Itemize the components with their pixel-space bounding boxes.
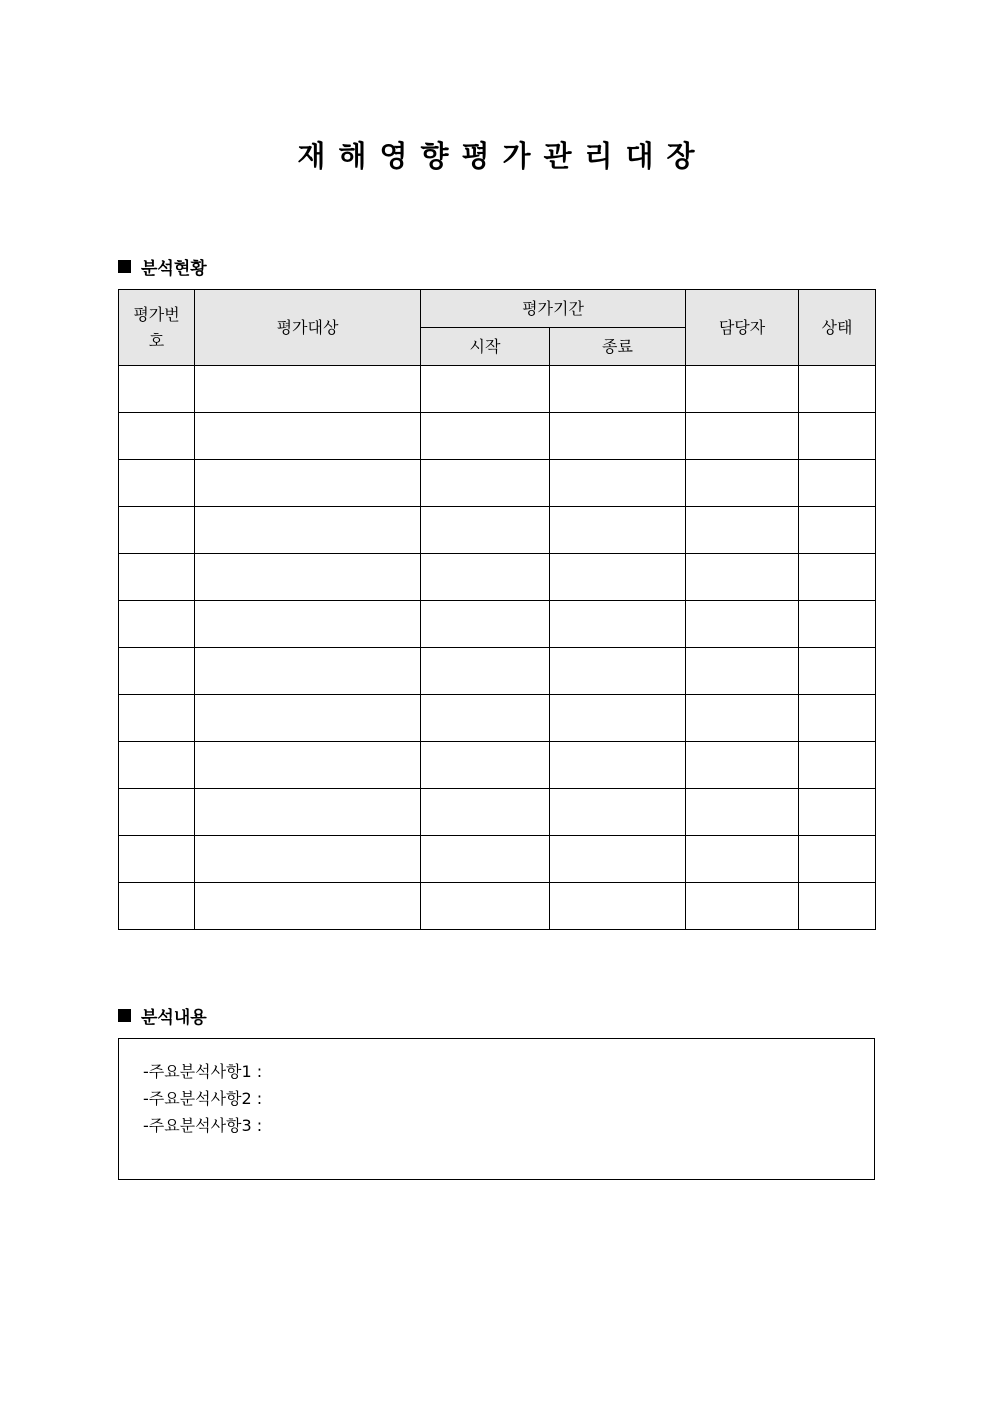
table-row (119, 366, 876, 413)
cell-eval-target[interactable] (195, 789, 421, 836)
cell-status[interactable] (799, 648, 876, 695)
analysis-status-table (118, 289, 876, 930)
cell-eval-no[interactable] (119, 695, 195, 742)
table-row (119, 836, 876, 883)
table-row (119, 554, 876, 601)
cell-manager[interactable] (686, 601, 799, 648)
cell-end[interactable] (550, 883, 686, 930)
cell-start[interactable] (421, 789, 550, 836)
cell-manager[interactable] (686, 695, 799, 742)
cell-status[interactable] (799, 601, 876, 648)
cell-eval-no[interactable] (119, 366, 195, 413)
analysis-item-1: -주요분석사항1 : (143, 1062, 263, 1081)
cell-status[interactable] (799, 836, 876, 883)
cell-manager[interactable] (686, 648, 799, 695)
cell-manager[interactable] (686, 413, 799, 460)
cell-status[interactable] (799, 695, 876, 742)
cell-end[interactable] (550, 413, 686, 460)
cell-eval-no[interactable] (119, 883, 195, 930)
cell-start[interactable] (421, 460, 550, 507)
cell-manager[interactable] (686, 742, 799, 789)
cell-end[interactable] (550, 789, 686, 836)
section-label: 분석현황 (141, 259, 207, 279)
cell-status[interactable] (799, 413, 876, 460)
cell-eval-target[interactable] (195, 460, 421, 507)
cell-end[interactable] (550, 366, 686, 413)
cell-status[interactable] (799, 742, 876, 789)
cell-eval-target[interactable] (195, 648, 421, 695)
cell-eval-no[interactable] (119, 413, 195, 460)
cell-end[interactable] (550, 507, 686, 554)
cell-start[interactable] (421, 695, 550, 742)
cell-eval-target[interactable] (195, 413, 421, 460)
table-row (119, 742, 876, 789)
section-heading-status (118, 254, 207, 279)
cell-eval-no[interactable] (119, 554, 195, 601)
header-eval-period: 평가기간 (421, 290, 686, 328)
cell-eval-no[interactable] (119, 507, 195, 554)
cell-status[interactable] (799, 883, 876, 930)
cell-eval-target[interactable] (195, 366, 421, 413)
header-manager: 담당자 (686, 290, 799, 366)
cell-eval-no[interactable] (119, 460, 195, 507)
cell-start[interactable] (421, 507, 550, 554)
cell-status[interactable] (799, 554, 876, 601)
cell-start[interactable] (421, 366, 550, 413)
cell-eval-target[interactable] (195, 554, 421, 601)
cell-eval-no[interactable] (119, 742, 195, 789)
cell-start[interactable] (421, 742, 550, 789)
analysis-content-box (118, 1038, 875, 1180)
cell-end[interactable] (550, 554, 686, 601)
cell-manager[interactable] (686, 789, 799, 836)
cell-start[interactable] (421, 413, 550, 460)
cell-end[interactable] (550, 648, 686, 695)
analysis-item-3: -주요분석사항3 : (143, 1116, 263, 1135)
section-heading-content (118, 1003, 207, 1028)
table-row (119, 695, 876, 742)
cell-manager[interactable] (686, 366, 799, 413)
cell-end[interactable] (550, 742, 686, 789)
cell-status[interactable] (799, 789, 876, 836)
cell-eval-no[interactable] (119, 601, 195, 648)
cell-eval-target[interactable] (195, 883, 421, 930)
cell-start[interactable] (421, 836, 550, 883)
table-row (119, 883, 876, 930)
header-eval-target: 평가대상 (195, 290, 421, 366)
document-title: 재해영향평가관리대장 (297, 139, 708, 173)
square-bullet-icon (118, 260, 131, 273)
table-row (119, 460, 876, 507)
table-row (119, 413, 876, 460)
cell-status[interactable] (799, 507, 876, 554)
cell-end[interactable] (550, 836, 686, 883)
cell-manager[interactable] (686, 836, 799, 883)
table-row (119, 789, 876, 836)
cell-manager[interactable] (686, 554, 799, 601)
table-row (119, 648, 876, 695)
table-row (119, 507, 876, 554)
cell-eval-target[interactable] (195, 836, 421, 883)
cell-eval-target[interactable] (195, 695, 421, 742)
cell-start[interactable] (421, 883, 550, 930)
header-end: 종료 (550, 328, 686, 366)
table-row (119, 601, 876, 648)
cell-manager[interactable] (686, 460, 799, 507)
cell-end[interactable] (550, 601, 686, 648)
cell-eval-target[interactable] (195, 742, 421, 789)
cell-eval-no[interactable] (119, 648, 195, 695)
cell-start[interactable] (421, 601, 550, 648)
header-eval-no: 평가번호 (119, 290, 195, 366)
analysis-item-2: -주요분석사항2 : (143, 1089, 263, 1108)
cell-end[interactable] (550, 460, 686, 507)
cell-eval-no[interactable] (119, 789, 195, 836)
cell-eval-no[interactable] (119, 836, 195, 883)
square-bullet-icon (118, 1009, 131, 1022)
section-label: 분석내용 (141, 1008, 207, 1028)
header-status: 상태 (799, 290, 876, 366)
cell-start[interactable] (421, 648, 550, 695)
cell-eval-target[interactable] (195, 507, 421, 554)
header-start: 시작 (421, 328, 550, 366)
cell-start[interactable] (421, 554, 550, 601)
cell-manager[interactable] (686, 507, 799, 554)
cell-status[interactable] (799, 460, 876, 507)
cell-eval-target[interactable] (195, 601, 421, 648)
cell-end[interactable] (550, 695, 686, 742)
cell-status[interactable] (799, 366, 876, 413)
cell-manager[interactable] (686, 883, 799, 930)
